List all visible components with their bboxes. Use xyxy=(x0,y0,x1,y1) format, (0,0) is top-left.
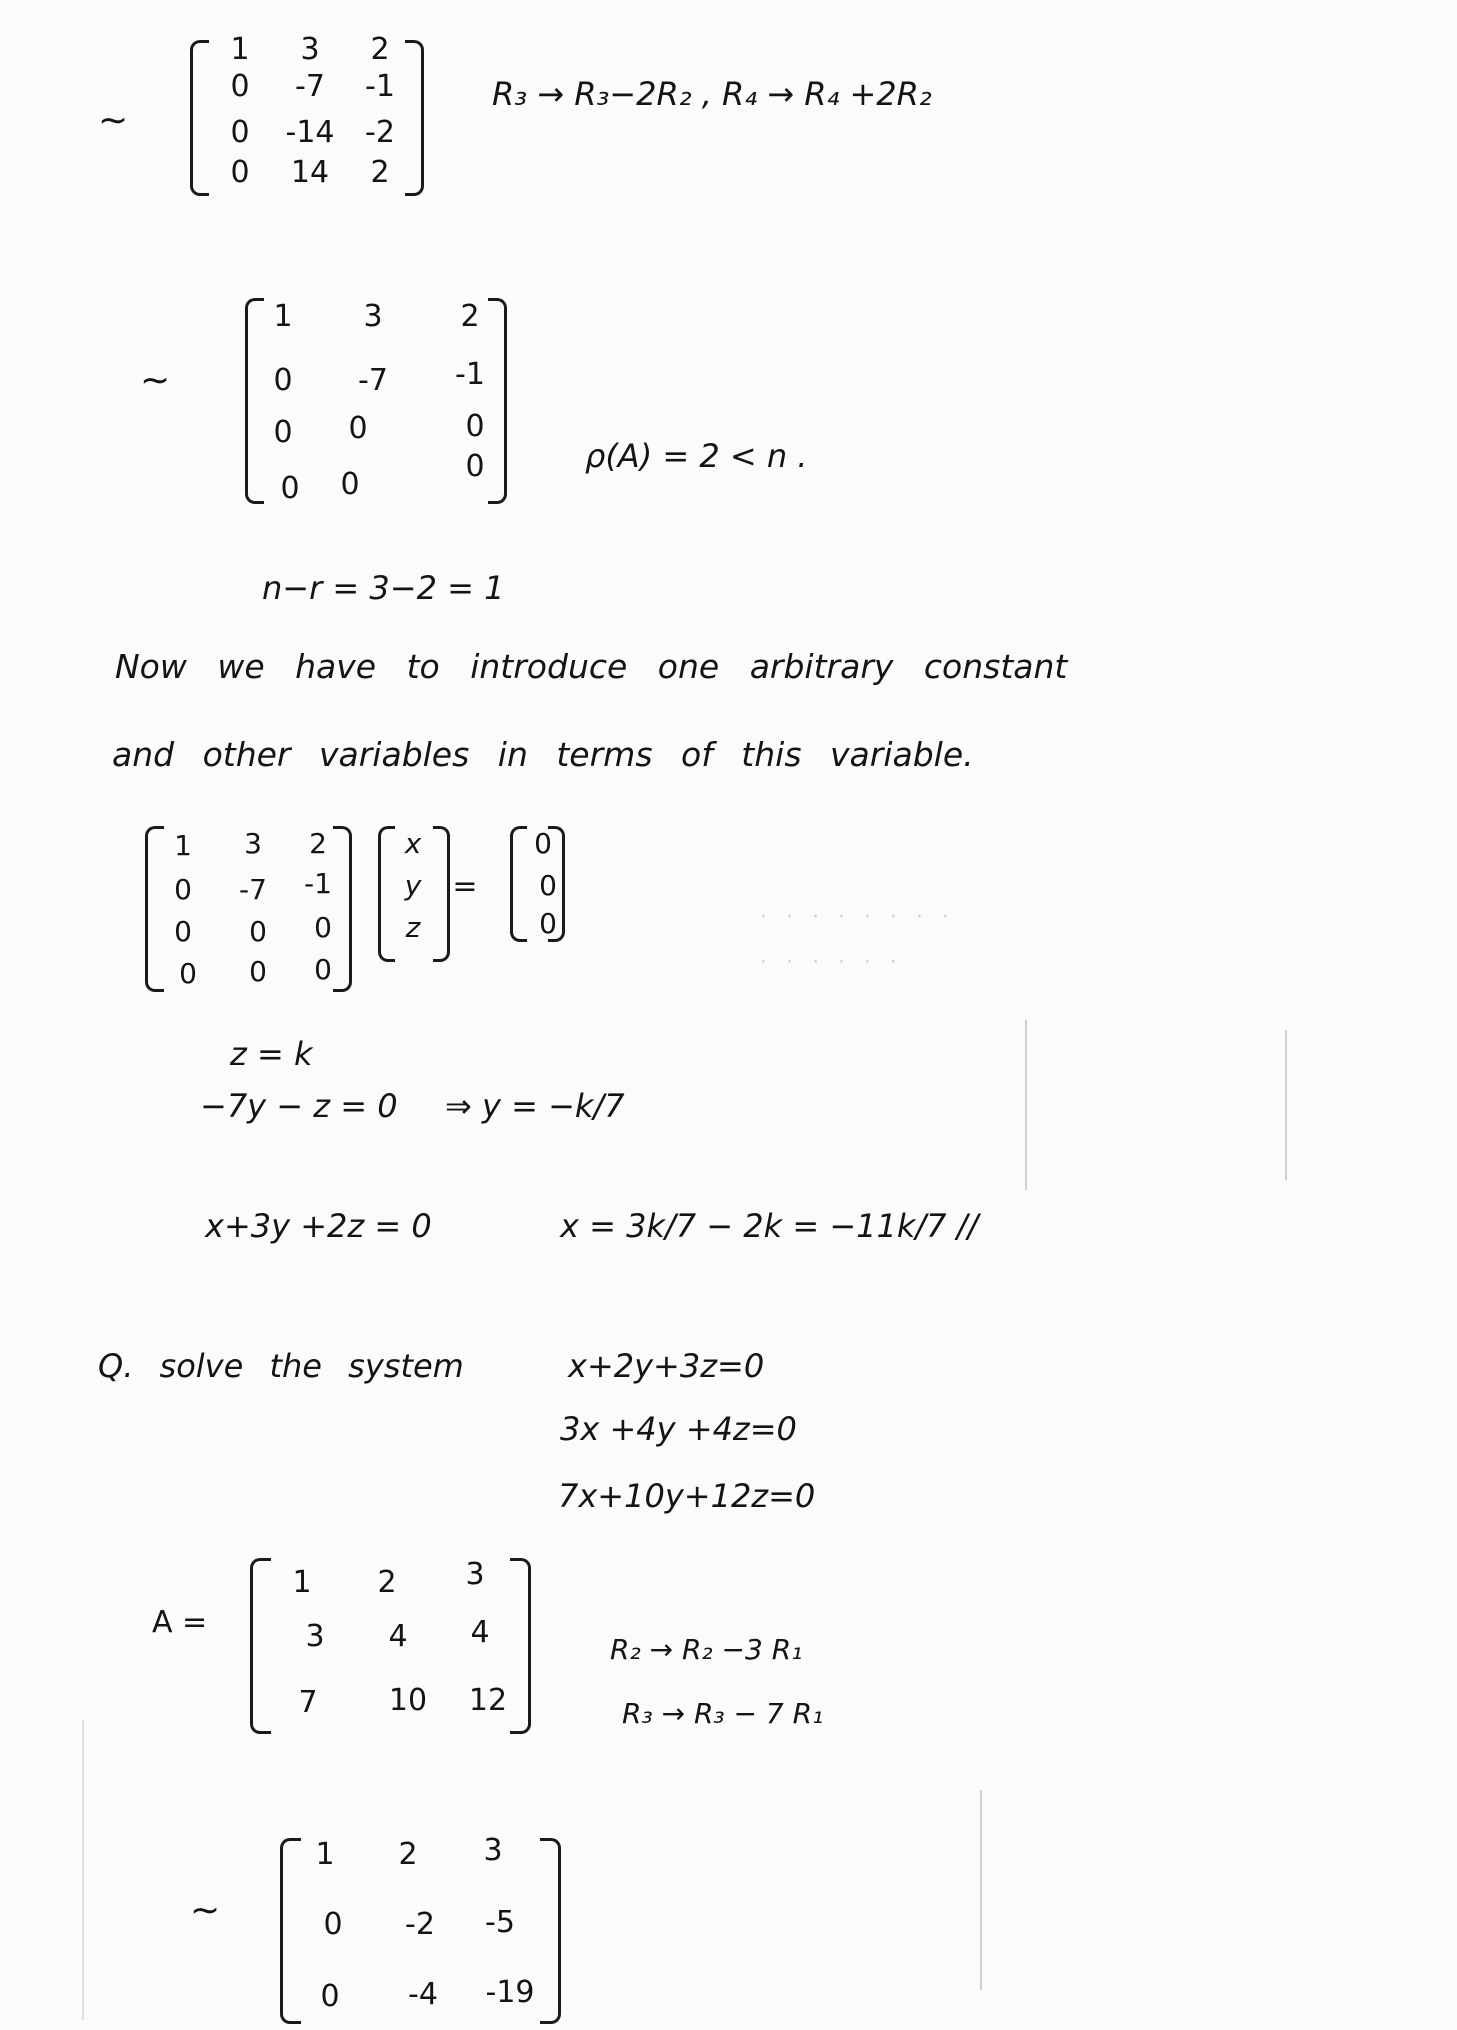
matrix-cell: -5 xyxy=(485,1905,515,1940)
question-equation-2: 3x +4y +4z=0 xyxy=(560,1410,797,1448)
rank-statement: ρ(A) = 2 < n . xyxy=(585,437,808,475)
matrix-cell: 0 xyxy=(230,115,250,150)
substitution-z: z = k xyxy=(230,1035,313,1073)
equivalence-symbol: ∼ xyxy=(140,360,171,401)
matrix-cell: 3 xyxy=(465,1557,485,1592)
matrix-cell: 0 xyxy=(465,449,485,484)
matrix-cell: 2 xyxy=(377,1565,397,1600)
matrix-cell: 2 xyxy=(460,299,480,334)
matrix-cell: -7 xyxy=(295,69,325,104)
matrix-cell: 3 xyxy=(305,1619,325,1654)
matrix-cell: -19 xyxy=(485,1975,535,2010)
bleed-through-mark: · · · · · · · · xyxy=(760,905,955,930)
matrix-cell: 0 xyxy=(314,911,332,944)
question-equation-3: 7x+10y+12z=0 xyxy=(558,1477,816,1515)
matrix-cell: 2 xyxy=(309,827,327,860)
matrix-cell: 0 xyxy=(249,915,267,948)
matrix-cell: -14 xyxy=(285,115,335,150)
matrix-cell: 7 xyxy=(298,1685,318,1720)
matrix-cell: 0 xyxy=(174,873,192,906)
matrix-cell: 1 xyxy=(315,1837,335,1872)
matrix-cell: 0 xyxy=(348,411,368,446)
equation-y-lhs: −7y − z = 0 xyxy=(200,1087,398,1125)
matrix-cell: 12 xyxy=(468,1683,508,1718)
vector-cell: x xyxy=(404,827,422,860)
matrix-cell: 0 xyxy=(273,363,293,398)
matrix-cell: -1 xyxy=(304,867,332,900)
matrix-cell: 0 xyxy=(320,1979,340,2014)
matrix-cell: -1 xyxy=(365,69,395,104)
equivalence-symbol: ∼ xyxy=(190,1890,221,1931)
matrix-cell: 4 xyxy=(470,1615,490,1650)
matrix-cell: 0 xyxy=(230,155,250,190)
matrix-cell: 10 xyxy=(388,1683,428,1718)
vector-cell: 0 xyxy=(534,827,552,860)
matrix-cell: 2 xyxy=(370,155,390,190)
matrix-a-label: A = xyxy=(152,1605,208,1640)
matrix-cell: 3 xyxy=(244,827,262,860)
equation-x-rhs: x = 3k/7 − 2k = −11k/7 // xyxy=(560,1207,979,1245)
bleed-through-line xyxy=(1285,1030,1287,1180)
equation-y-rhs: ⇒ y = −k/7 xyxy=(445,1087,625,1125)
nullity-equation: n−r = 3−2 = 1 xyxy=(262,569,505,607)
equation-x-lhs: x+3y +2z = 0 xyxy=(205,1207,432,1245)
question-label: Q. solve the system xyxy=(98,1347,464,1385)
matrix-cell: -4 xyxy=(408,1977,438,2012)
row-operation-r3: R₃ → R₃ − 7 R₁ xyxy=(622,1697,824,1730)
bleed-through-mark: · · · · · · xyxy=(760,950,903,975)
vector-cell: y xyxy=(404,869,422,902)
matrix-cell: 14 xyxy=(290,155,330,190)
matrix-cell: -2 xyxy=(405,1907,435,1942)
page-margin-line xyxy=(82,1720,84,2020)
matrix-cell: 1 xyxy=(292,1565,312,1600)
vector-cell: z xyxy=(405,911,421,944)
matrix-cell: -2 xyxy=(365,115,395,150)
matrix-cell: 0 xyxy=(465,409,485,444)
bleed-through-line xyxy=(1025,1020,1027,1190)
matrix-cell: -7 xyxy=(358,363,388,398)
matrix-cell: 4 xyxy=(388,1619,408,1654)
matrix-cell: 3 xyxy=(300,32,320,67)
equivalence-symbol: ∼ xyxy=(98,100,129,141)
matrix-cell: 3 xyxy=(483,1833,503,1868)
matrix-cell: 1 xyxy=(230,32,250,67)
matrix-cell: 1 xyxy=(174,829,192,862)
matrix-cell: 0 xyxy=(280,471,300,506)
matrix-cell: 0 xyxy=(340,467,360,502)
matrix-cell: 0 xyxy=(314,953,332,986)
matrix-cell: -1 xyxy=(455,357,485,392)
text-line-1: Now we have to introduce one arbitrary constant xyxy=(115,647,1068,686)
question-equation-1: x+2y+3z=0 xyxy=(568,1347,765,1385)
matrix-cell: 0 xyxy=(230,69,250,104)
bleed-through-line xyxy=(980,1790,982,1990)
matrix-cell: 0 xyxy=(179,957,197,990)
matrix-cell: 0 xyxy=(174,915,192,948)
vector-cell: 0 xyxy=(539,907,557,940)
row-operations-1: R₃ → R₃−2R₂ , R₄ → R₄ +2R₂ xyxy=(492,75,932,113)
matrix-cell: 0 xyxy=(273,415,293,450)
matrix-cell: 0 xyxy=(249,955,267,988)
text-line-2: and other variables in terms of this variable. xyxy=(112,735,974,774)
matrix-cell: 3 xyxy=(363,299,383,334)
matrix-cell: -7 xyxy=(239,873,267,906)
matrix-cell: 1 xyxy=(273,299,293,334)
matrix-cell: 2 xyxy=(398,1837,418,1872)
equals-sign: = xyxy=(452,869,478,904)
matrix-cell: 2 xyxy=(370,32,390,67)
vector-cell: 0 xyxy=(539,869,557,902)
matrix-cell: 0 xyxy=(323,1907,343,1942)
row-operation-r2: R₂ → R₂ −3 R₁ xyxy=(610,1633,803,1666)
